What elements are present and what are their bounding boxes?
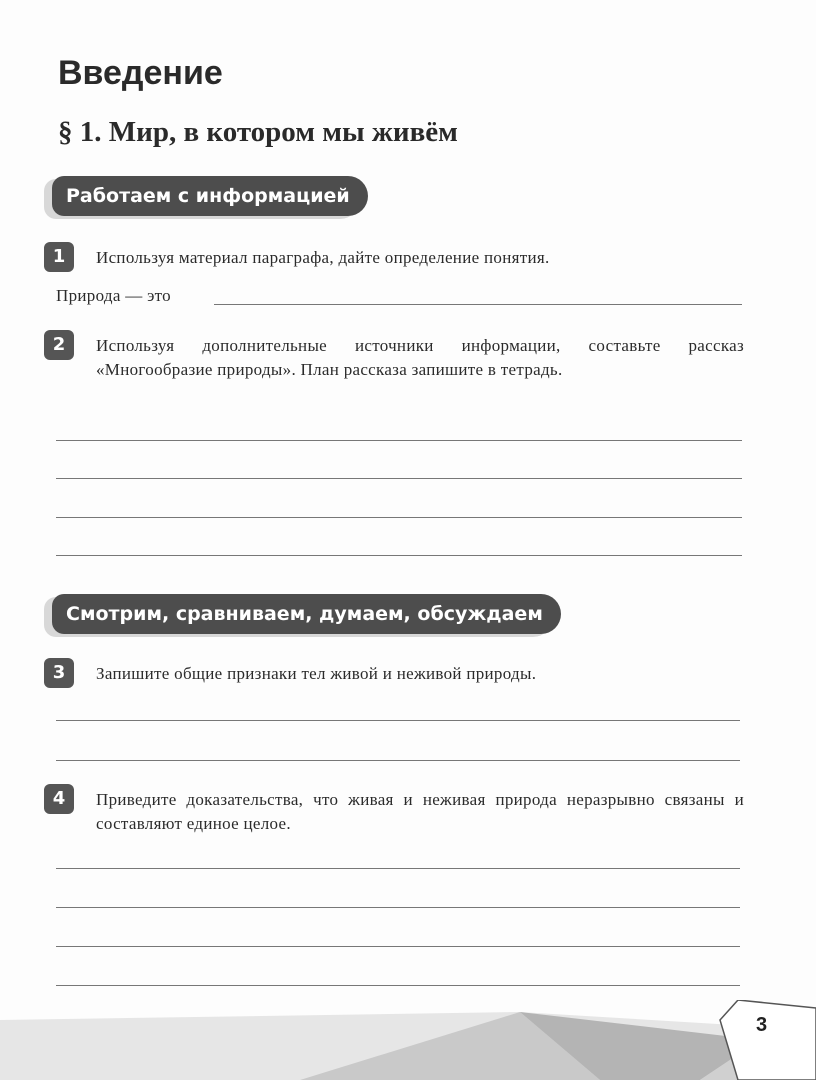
answer-line[interactable] bbox=[56, 555, 742, 556]
banner-label: Смотрим, сравниваем, думаем, обсуждаем bbox=[52, 594, 561, 634]
answer-line[interactable] bbox=[214, 304, 742, 305]
answer-line[interactable] bbox=[56, 517, 742, 518]
task-3-text: Запишите общие признаки тел живой и неживой природы. bbox=[96, 664, 537, 683]
answer-line[interactable] bbox=[56, 868, 740, 869]
answer-line[interactable] bbox=[56, 985, 740, 986]
section-banner-2 bbox=[52, 594, 561, 634]
answer-line[interactable] bbox=[56, 946, 740, 947]
task-number-badge: 1 bbox=[44, 242, 74, 272]
task-number-badge: 2 bbox=[44, 330, 74, 360]
answer-line[interactable] bbox=[56, 907, 740, 908]
page-number: 3 bbox=[756, 1014, 768, 1036]
section-title: § 1. Мир, в котором мы живём bbox=[58, 116, 458, 148]
footer-decoration bbox=[0, 1000, 816, 1080]
task-number-badge: 4 bbox=[44, 784, 74, 814]
chapter-title: Введение bbox=[58, 54, 223, 92]
answer-line[interactable] bbox=[56, 760, 740, 761]
answer-line[interactable] bbox=[56, 478, 742, 479]
answer-line[interactable] bbox=[56, 720, 740, 721]
banner-label: Работаем с информацией bbox=[52, 176, 368, 216]
task-2-text: Используя дополнительные источники информации, составьте рассказ «Многообразие природы». План рассказа запишите в тетрадь. bbox=[96, 336, 744, 379]
section-banner-1 bbox=[52, 176, 368, 216]
task-number-badge: 3 bbox=[44, 658, 74, 688]
answer-line[interactable] bbox=[56, 440, 742, 441]
task-4-text: Приведите доказательства, что живая и неживая природа неразрывно связаны и составляют единое целое. bbox=[96, 790, 744, 833]
task-1-text: Используя материал параграфа, дайте определение понятия. bbox=[96, 248, 550, 267]
definition-prompt: Природа — это bbox=[56, 286, 171, 305]
